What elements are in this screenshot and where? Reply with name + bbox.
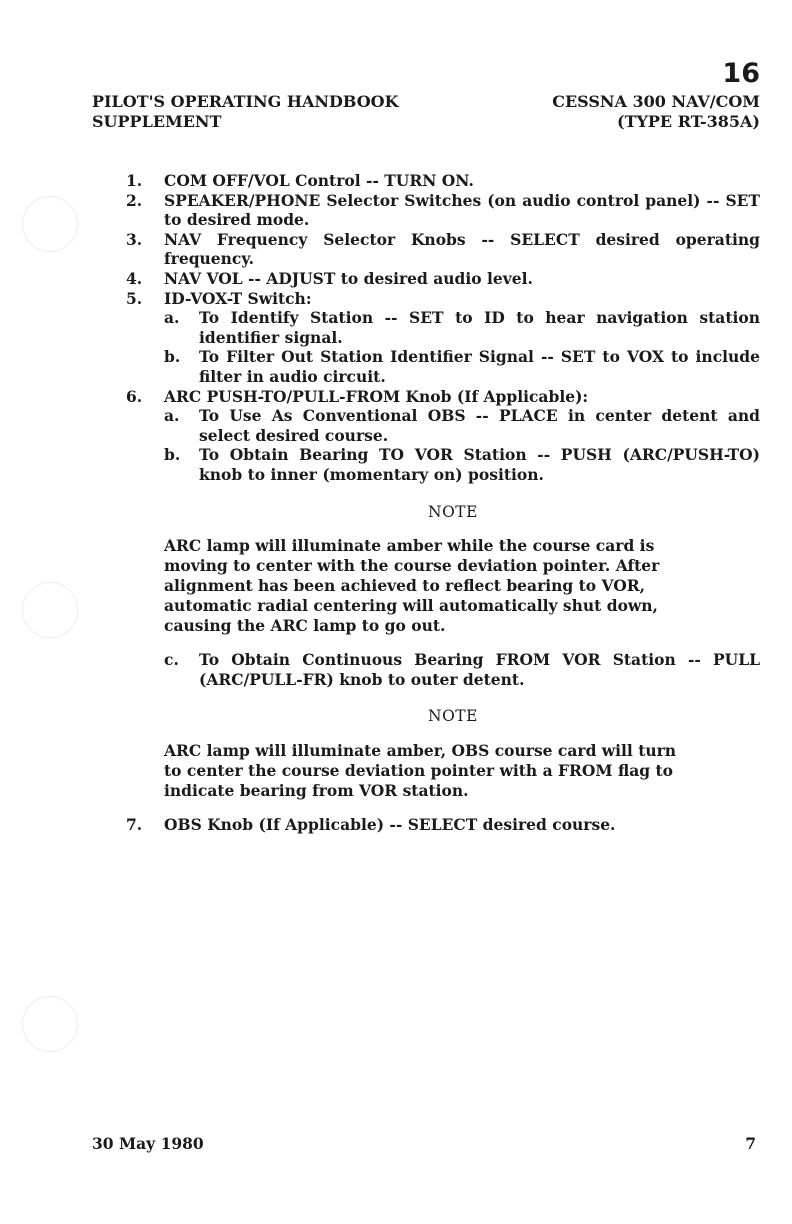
substep-item [164,347,760,386]
substep-item [164,406,760,445]
binding-hole-mark [22,196,78,252]
substep-letter: a. [164,406,180,426]
substep-text: To Filter Out Station Identifier Signal -- SET to VOX to include filter in audio circuit. [199,347,760,386]
section-number: 16 [722,58,760,89]
substep-text: To Identify Station -- SET to ID to hear navigation station identifier signal. [199,308,760,347]
substep-item [164,445,760,484]
note-heading: NOTE [428,502,478,521]
step-number: 6. [126,386,143,406]
step-text: ARC PUSH-TO/PULL-FROM Knob (If Applicable): [164,386,589,406]
step-number: 5. [126,288,143,308]
step-number: 3. [126,229,143,249]
note-text: ARC lamp will illuminate amber while the course card is moving to center with the course deviation pointer. After alignment has been achieved to reflect bearing to VOR, automatic radial centering will automatically shut down, causing the ARC lamp to go out. [164,536,660,636]
page-number: 7 [745,1134,756,1153]
step-number: 4. [126,268,143,288]
substep-letter: b. [164,445,181,465]
substep-item [164,650,760,689]
step-text: SPEAKER/PHONE Selector Switches (on audio control panel) -- SET to desired mode. [164,190,760,230]
step-item [126,289,760,309]
substep-text: To Obtain Bearing TO VOR Station -- PUSH (ARC/PUSH-TO) knob to inner (momentary on) position. [199,445,760,484]
step-number: 1. [126,171,143,190]
step-number: 2. [126,190,143,210]
equipment-type: (TYPE RT-385A) [617,112,760,131]
step-item [126,171,760,191]
binding-hole-mark [22,582,78,638]
supplement-label: SUPPLEMENT [92,112,222,131]
substep-letter: c. [164,650,179,670]
step-item [126,387,760,407]
header-left [92,92,399,132]
binding-hole-mark [22,996,78,1052]
substep-item [164,308,760,347]
step-text: OBS Knob (If Applicable) -- SELECT desired course. [164,814,616,834]
procedure-body [126,171,760,834]
substep-letter: a. [164,308,180,328]
note-text: ARC lamp will illuminate amber, OBS course card will turn to center the course deviation pointer with a FROM flag to indicate bearing from VOR station. [164,740,677,800]
step-text: COM OFF/VOL Control -- TURN ON. [164,171,474,190]
substep-letter: b. [164,347,181,367]
equipment-title: CESSNA 300 NAV/COM [552,92,760,111]
footer-date: 30 May 1980 [92,1134,204,1153]
substep-text: To Obtain Continuous Bearing FROM VOR Station -- PULL (ARC/PULL-FR) knob to outer detent. [199,650,760,689]
note-heading: NOTE [428,707,478,726]
handbook-title: PILOT'S OPERATING HANDBOOK [92,92,399,111]
substep-text: To Use As Conventional OBS -- PLACE in center detent and select desired course. [199,406,760,445]
step-text: NAV Frequency Selector Knobs -- SELECT desired operating frequency. [164,229,760,269]
header-right [552,92,760,132]
step-number: 7. [126,814,143,834]
step-item [126,230,760,269]
step-text: ID-VOX-T Switch: [164,288,312,308]
step-item [126,191,760,230]
step-item [126,269,760,289]
step-item [126,815,760,835]
step-text: NAV VOL -- ADJUST to desired audio level. [164,268,533,288]
